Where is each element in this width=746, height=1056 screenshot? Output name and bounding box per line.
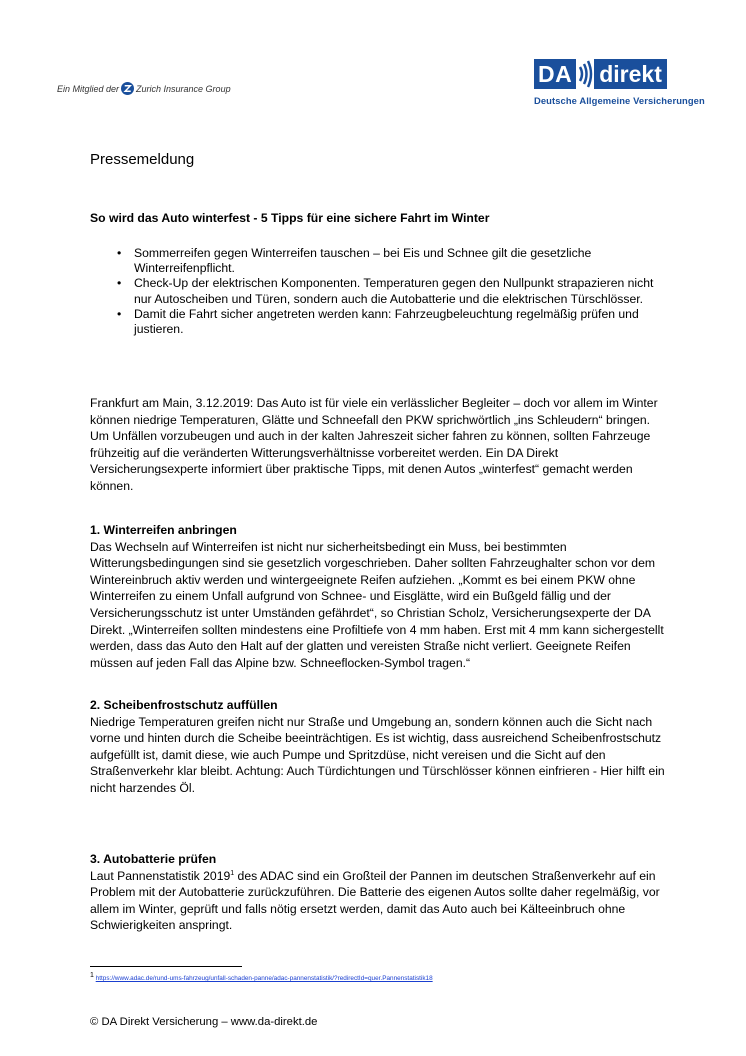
da-direkt-logo [534,58,726,106]
footnote-reference[interactable]: 1 [230,869,235,877]
document-type-label: Pressemeldung [90,151,195,168]
logo-waves-icon [577,59,593,89]
section-text-end: des ADAC sind ein Großteil der Pannen im deutschen Straßenverkehr auf ein Problem mit der Autobatterie zurückzuführen. Die Batterie des eigenen Autos sollte daher regelmäßig, vor allem im Winter, geprüft und falls nötig ersetzt werden, damit das Auto auch bei Kälteeinbruch ohne Schwierigkeiten anspringt. [90,868,660,933]
membership-prefix: Ein Mitglied der [57,83,120,94]
section-title: 2. Scheibenfrostschutz auffüllen [90,698,278,712]
section-text: Niedrige Temperaturen greifen nicht nur Straße und Umgebung an, sondern können auch die Sicht nach vorne und hinten durch die Scheibe beeinträchtigen. Es ist wichtig, dass ausreichend Scheibenfrostschutz aufgefüllt ist, damit diese, wie auch Pumpe und Spritzdüse, nicht vereisen und die Sicht auf den Straßenverkehr klar bleibt. Achtung: Auch Türdichtungen und Türschlösser können einfrieren - Hier hilft ein nicht harzendes Öl. [90,714,665,795]
bullet-item [90,307,670,337]
footnote-link[interactable]: https://www.adac.de/rund-ums-fahrzeug/unfall-schaden-panne/adac-pannenstatistik/?redirectId=quer.Pannenstatistik18 [95,975,433,982]
bullet-icon: • [117,276,122,291]
bullet-text: Check-Up der elektrischen Komponenten. Temperaturen gegen den Nullpunkt strapazieren nicht nur Autoscheiben und Türen, sondern auch die Autobatterie und die elektrischen Türschlösser. [134,276,654,306]
press-release-headline: So wird das Auto winterfest - 5 Tipps für eine sichere Fahrt im Winter [90,211,490,225]
bullet-text: Sommerreifen gegen Winterreifen tauschen – bei Eis und Schnee gilt die gesetzliche Winterreifenpflicht. [134,246,592,276]
footnote-divider [90,966,242,967]
summary-bullet-list [90,246,670,337]
bullet-icon: • [117,246,122,260]
section-text [90,868,665,934]
page-footer: © DA Direkt Versicherung – www.da-direkt.de [90,1016,318,1028]
zurich-logo-icon [121,82,134,95]
intro-text: Frankfurt am Main, 3.12.2019: Das Auto ist für viele ein verlässlicher Begleiter – doch vor allem im Winter können niedrige Temperaturen, Glätte und Schneefall den PKW sprichwörtlich „ins Schleudern“ bringen. Um Unfällen vorzubeugen und auch in der kalten Jahreszeit sicher fahren zu können, sollten Fahrzeuge frühzeitig auf die veränderten Witterungsverhältnisse vorbereitet werden. Ein DA Direkt Versicherungsexperte informiert über praktische Tipps, mit denen Autos „winterfest“ gemacht werden können. [90,396,658,493]
section-battery [90,851,665,934]
bullet-item [90,276,670,306]
section-antifreeze [90,697,665,797]
membership-suffix: Zurich Insurance Group [136,83,231,94]
logo-direkt: direkt [594,59,667,89]
logo-subtitle: Deutsche Allgemeine Versicherungen [534,95,705,106]
section-text-start: Laut Pannenstatistik 2019 [90,868,231,883]
zurich-membership-note [57,82,231,95]
logo-da: DA [534,59,576,89]
section-title: 1. Winterreifen anbringen [90,523,237,537]
bullet-item [90,246,670,276]
footnote-number: 1 [90,971,94,979]
section-text: Das Wechseln auf Winterreifen ist nicht nur sicherheitsbedingt ein Muss, bei bestimmten Witterungsbedingungen sind sie gesetzlich vorgeschrieben. Daher sollten Fahrzeughalter schon vor dem Wintereinbruch aktiv werden und wintergeeignete Reifen aufziehen. „Kommt es bei einem PKW ohne Winterreifen zu einem Unfall aufgrund von Schnee- und Eisglätte, wird ein Bußgeld fällig und der Versicherungsschutz ist unter Umständen gefährdet“, so Christian Scholz, Versicherungsexperte der DA Direkt. „Winterreifen sollten mindestens eine Profiltiefe von 4 mm haben. Erst mit 4 mm kann sichergestellt werden, dass das Auto den Halt auf der glatten und vereisten Straße nicht verliert. Geeignete Reifen müssen auf jeden Fall das Alpine bzw. Schneeflocken-Symbol tragen.“ [90,539,664,670]
section-title: 3. Autobatterie prüfen [90,852,217,866]
footnote [90,971,433,982]
section-winter-tires [90,522,665,671]
intro-paragraph [90,395,665,495]
bullet-icon: • [117,306,122,321]
bullet-text: Damit die Fahrt sicher angetreten werden kann: Fahrzeugbeleuchtung regelmäßig prüfen und justieren. [134,306,639,337]
